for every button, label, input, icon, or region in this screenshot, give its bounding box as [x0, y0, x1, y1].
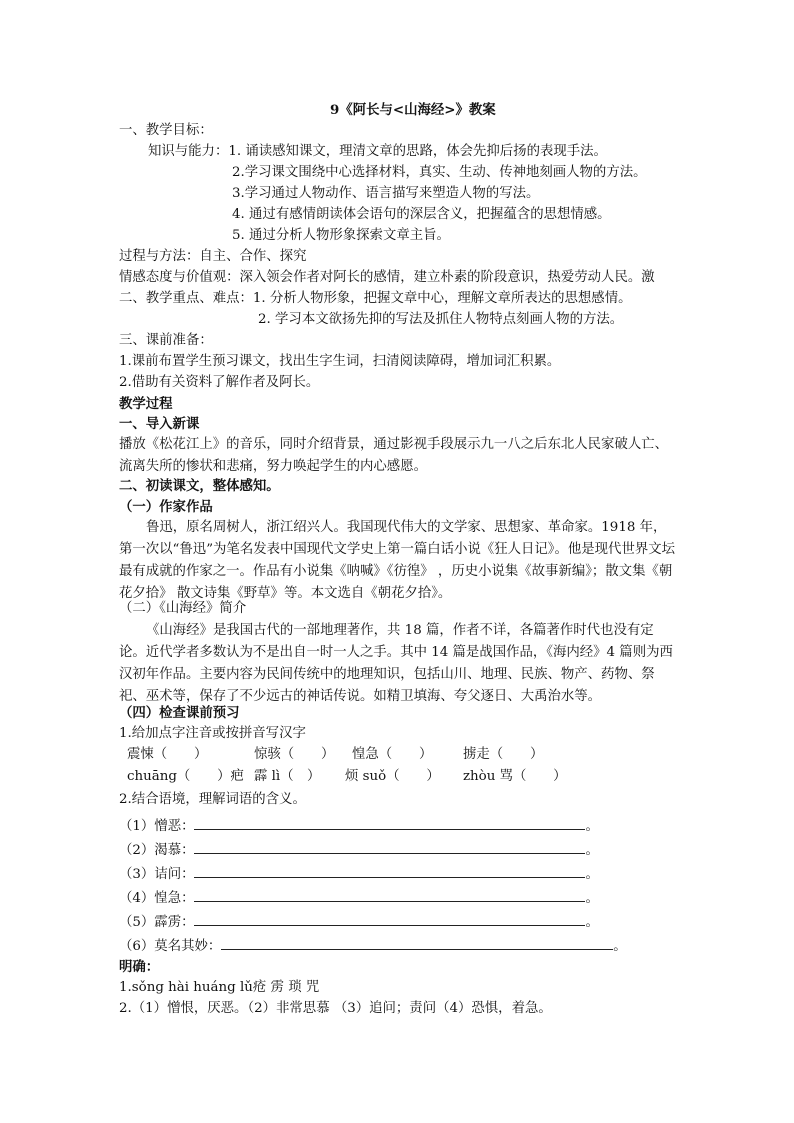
term-row — [119, 887, 599, 909]
document-title: 9《阿长与<山海经>》教案 — [330, 102, 496, 118]
q1-item: 掳走（ ） — [463, 747, 544, 762]
q1-item: 震悚（ ） — [127, 747, 208, 762]
term-label: （3）诘问： — [119, 867, 195, 882]
section2-line2: 2. 学习本文欲扬先抑的写法及抓住人物特点刻画人物的方法。 — [258, 312, 624, 327]
section3-heading: 三、课前准备： — [119, 333, 213, 348]
term-row — [119, 815, 599, 837]
answer-blank[interactable] — [194, 839, 585, 854]
section2-line1: 二、教学重点、难点：1. 分析人物形象，把握文章中心，理解文章所表达的思想感情。 — [119, 291, 632, 306]
term-end: 。 — [613, 939, 627, 954]
answer-blank[interactable] — [194, 863, 585, 878]
process-heading: 教学过程 — [119, 396, 173, 412]
emotion-goal: 情感态度与价值观：深入领会作者对阿长的感情，建立朴素的阶段意识，热爱劳动人民。激 — [119, 270, 655, 285]
term-label: （6）莫名其妙： — [119, 939, 222, 954]
shanhaijing-paragraph: 《山海经》是我国古代的一部地理著作，共 18 篇，作者不详，各篇著作时代也没有定论。近代学者多数认为不是出自一时一人之手。其中 14 篇是战国作品，《海内经》4 篇则为西汉初年作品。主要内容为民间传统中的地理知识，包括山川、地理、民族、物产、药物、祭祀、巫术等，保存了不少远古的神话传说。如精卫填海、夸父逐日、大禹治水等。 — [119, 623, 673, 704]
term-row — [119, 935, 627, 957]
term-row — [119, 911, 599, 933]
q1-item: zhòu 骂（ ） — [463, 769, 567, 784]
intro-paragraph: 播放《松花江上》的音乐，同时介绍背景，通过影视手段展示九一八之后东北人民家破人亡、流离失所的惨状和悲痛，努力唤起学生的内心感愿。 — [119, 437, 669, 474]
term-end: 。 — [585, 843, 599, 858]
q1-item: 惊骇（ ） — [254, 747, 335, 762]
check-heading: （四）检查课前预习 — [119, 705, 240, 721]
q1-item: 惶急（ ） — [352, 747, 433, 762]
author-paragraph: 鲁迅，原名周树人，浙江绍兴人。我国现代伟大的文学家、思想家、革命家。1918 年，第一次以“鲁迅”为笔名发表中国现代文学史上第一篇白话小说《狂人日记》。他是现代世界文坛最有成就的作家之一。作品有小说集《呐喊》《彷徨》 ，历史小说集《故事新编》；散文集《朝花夕拾》 散文诗集《野草》等。本文选自《朝花夕拾》。 — [119, 520, 676, 601]
read-heading: 二、初读课文，整体感知。 — [119, 478, 280, 494]
prep-item-1: 1.课前布置学生预习课文，找出生字生词，扫清阅读障碍，增加词汇积累。 — [119, 354, 561, 369]
term-end: 。 — [585, 915, 599, 930]
goal-2: 2.学习课文围绕中心选择材料，真实、生动、传神地刻画人物的方法。 — [232, 165, 647, 180]
answer-blank[interactable] — [194, 911, 585, 926]
answer-blank[interactable] — [221, 935, 613, 950]
q1-item: chuāng（ ）疤 — [127, 769, 244, 784]
term-end: 。 — [585, 867, 599, 882]
term-label: （5）霹雳： — [119, 915, 195, 930]
q1-item: 烦 suǒ（ ） — [345, 769, 440, 784]
answer-blank[interactable] — [194, 815, 585, 830]
term-end: 。 — [585, 819, 599, 834]
answer-heading: 明确： — [119, 959, 160, 975]
term-row — [119, 839, 599, 861]
question-1: 1.给加点字注音或按拼音写汉字 — [119, 726, 306, 741]
author-heading: （一）作家作品 — [119, 499, 213, 515]
q1-item: 霹 lì（ ） — [254, 769, 321, 784]
term-row — [119, 863, 599, 885]
question-2: 2.结合语境，理解词语的含义。 — [119, 792, 306, 807]
term-label: （2）渴慕： — [119, 843, 195, 858]
goal-1: 知识与能力：1. 诵读感知课文，理清文章的思路，体会先抑后扬的表现手法。 — [148, 144, 607, 159]
intro-heading: 一、导入新课 — [119, 416, 200, 432]
shanhaijing-heading: （二）《山海经》简介 — [119, 601, 247, 616]
section1-heading: 一、教学目标： — [119, 123, 213, 138]
goal-3: 3.学习通过人物动作、语言描写来塑造人物的写法。 — [232, 186, 540, 201]
prep-item-2: 2.借助有关资料了解作者及阿长。 — [119, 375, 320, 390]
answer-2: 2.（1）憎恨，厌恶。（2）非常思慕 （3）追问；责问（4）恐惧，着急。 — [119, 1001, 552, 1016]
answer-1: 1.sǒng hài huáng lǔ疮 雳 琐 咒 — [119, 980, 320, 995]
process-method: 过程与方法：自主、合作、探究 — [119, 249, 307, 264]
term-label: （1）憎恶： — [119, 819, 195, 834]
term-label: （4）惶急： — [119, 891, 195, 906]
answer-blank[interactable] — [194, 887, 585, 902]
goal-4: 4. 通过有感情朗读体会语句的深层含义，把握蕴含的思想情感。 — [232, 207, 611, 222]
goal-5: 5. 通过分析人物形象探索文章主旨。 — [232, 228, 450, 243]
term-end: 。 — [585, 891, 599, 906]
